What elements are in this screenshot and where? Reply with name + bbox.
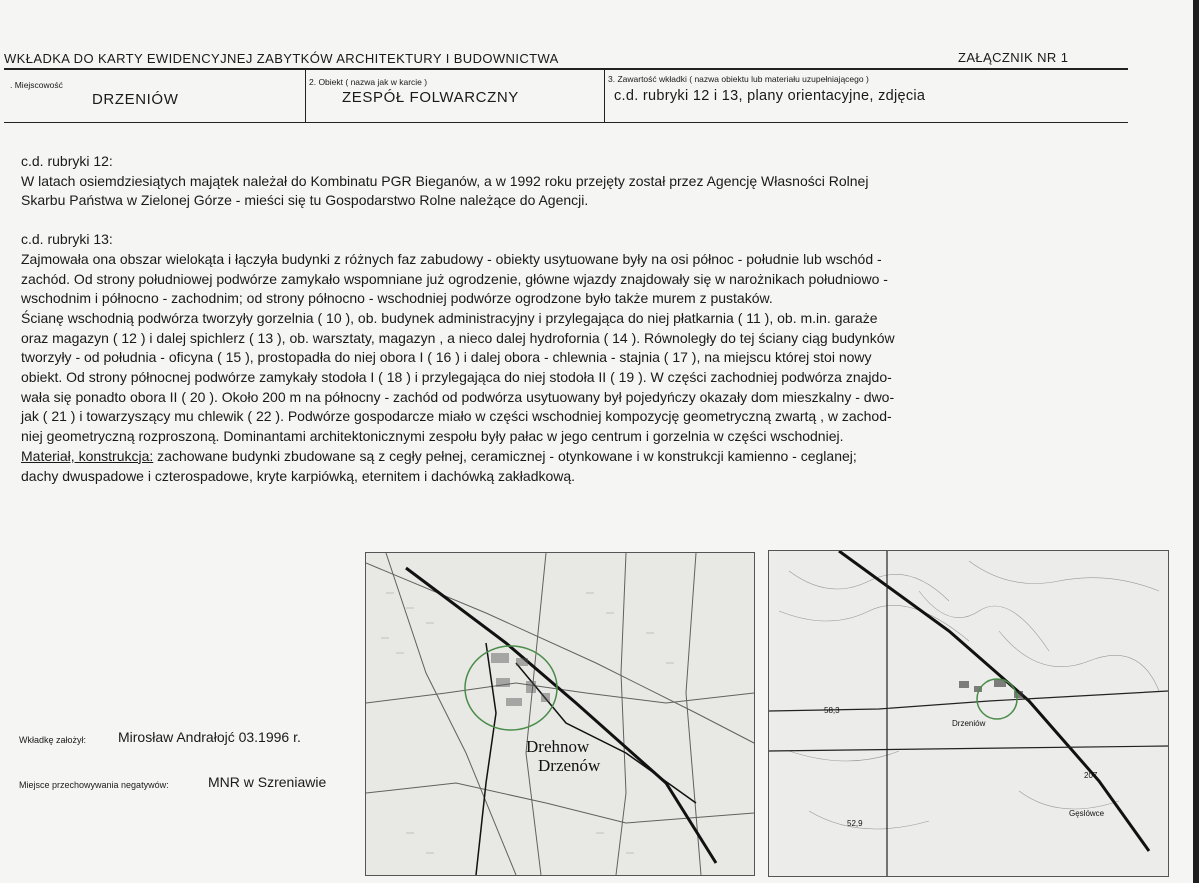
map-village-label: Drzeniów: [952, 719, 986, 728]
map-elevation-label: 58,3: [824, 706, 840, 715]
author-label: Wkładkę założył:: [19, 735, 87, 745]
section12-line: W latach osiemdziesiątych majątek należał do Kombinatu PGR Bieganów, a w 1992 roku przejęty został przez Agencję Własności Rolnej: [21, 172, 869, 189]
map-elevation-label: 207: [1084, 771, 1098, 780]
historical-map-drawing: [366, 553, 754, 875]
author-value: Mirosław Andrałojć 03.1996 r.: [118, 729, 301, 745]
form-title: WKŁADKA DO KARTY EWIDENCYJNEJ ZABYTKÓW ARCHITEKTURY I BUDOWNICTWA: [4, 51, 559, 66]
map-label-polish: Drzenów: [538, 756, 601, 775]
storage-value: MNR w Szreniawie: [208, 774, 327, 790]
material-line-2: dachy dwuspadowe i czterospadowe, kryte karpiówką, eternitem i dachówką zakładkową.: [21, 467, 576, 484]
table-bottom-rule: [4, 122, 1128, 123]
storage-label: Miejsce przechowywania negatywów:: [19, 780, 169, 790]
table-top-rule: [4, 68, 1128, 70]
object-label: 2. Obiekt ( nazwa jak w karcie ): [309, 77, 428, 87]
section13-line: oraz magazyn ( 12 ) i dalej spichlerz ( 13 ), ob. warsztaty, magazyn , a nieco dalej hydrofornia ( 14 ). Równoległy do tej ściany ciąg budynków: [21, 329, 895, 346]
section13-line: niej geometryczną rozproszoną. Dominantami architektonicznymi zespołu były pałac w jego centrum i gorzelnia w części wschodniej.: [21, 428, 844, 445]
map-elevation-label: 52,9: [847, 819, 863, 828]
map-label-german: Drehnow: [526, 737, 590, 756]
map-hamlet-label: Gęslówce: [1069, 809, 1105, 818]
section13-line: zachód. Od strony południowej podwórze zamykało wspomniane już ogrodzenie, główne wjazdy znajdowały się w narożnikach południowo -: [21, 270, 888, 287]
object-value: ZESPÓŁ FOLWARCZNY: [342, 89, 519, 106]
section12-line: Skarbu Państwa w Zielonej Górze - mieści się tu Gospodarstwo Rolne należące do Agencji.: [21, 192, 589, 209]
cell-divider-1: [305, 70, 306, 122]
section13-line: Zajmowała ona obszar wielokąta i łączyła budynki z różnych faz zabudowy - obiekty usytuowane były na osi północ - południe lub wschód -: [21, 250, 882, 267]
locality-value: DRZENIÓW: [92, 91, 179, 108]
content-label: 3. Zawartość wkładki ( nazwa obiektu lub materiału uzupełniającego ): [608, 74, 869, 84]
topographic-map: [768, 550, 1169, 877]
scan-edge: [1193, 0, 1199, 883]
body-text: [21, 152, 1111, 486]
section12-heading: c.d. rubryki 12:: [21, 153, 113, 169]
section13-line: tworzyły - od południa - oficyna ( 15 ), prostopadła do niej obora I ( 16 ) i dalej obora - chlewnia - stajnia ( 17 ), na miejscu której stoi nowy: [21, 349, 872, 366]
material-line: [21, 447, 1111, 467]
cell-divider-2: [604, 70, 605, 122]
annex-number: ZAŁĄCZNIK NR 1: [958, 50, 1069, 65]
content-value: c.d. rubryki 12 i 13, plany orientacyjne, zdjęcia: [614, 88, 926, 104]
section13-line: wschodnim i północno - zachodnim; od strony północno - wschodniej podwórze ogrodzone było także murem z pustaków.: [21, 290, 773, 307]
section13-line: wała się ponadto obora II ( 20 ). Około 200 m na północny - zachód od podwórza usytuowany był pojedyńczy okazały dom mieszkalny - dwo-: [21, 388, 895, 405]
historical-map: [365, 552, 755, 876]
locality-label: . Miejscowość: [10, 80, 63, 90]
section13-heading: c.d. rubryki 13:: [21, 231, 113, 248]
material-label: Materiał, konstrukcja:: [21, 447, 154, 464]
section13-line: obiekt. Od strony północnej podwórze zamykały stodoła I ( 18 ) i przylegająca do niej stodoła II ( 19 ). W części zachodniej podwórza znajdo-: [21, 369, 892, 386]
material-text: zachowane budynki zbudowane są z cegły pełnej, ceramicznej - otynkowane i w konstrukcji kamienno - ceglanej;: [153, 447, 857, 464]
section13-line: Ścianę wschodnią podwórza tworzyły gorzelnia ( 10 ), ob. budynek administracyjny i przylegająca do niej płatkarnia ( 11 ), ob. m.in. garaże: [21, 309, 878, 326]
section13-line: jak ( 21 ) i towarzyszący mu chlewik ( 22 ). Podwórze gospodarcze miało w części wschodniej kompozycję geometryczną zwartą , w zachod-: [21, 408, 892, 425]
